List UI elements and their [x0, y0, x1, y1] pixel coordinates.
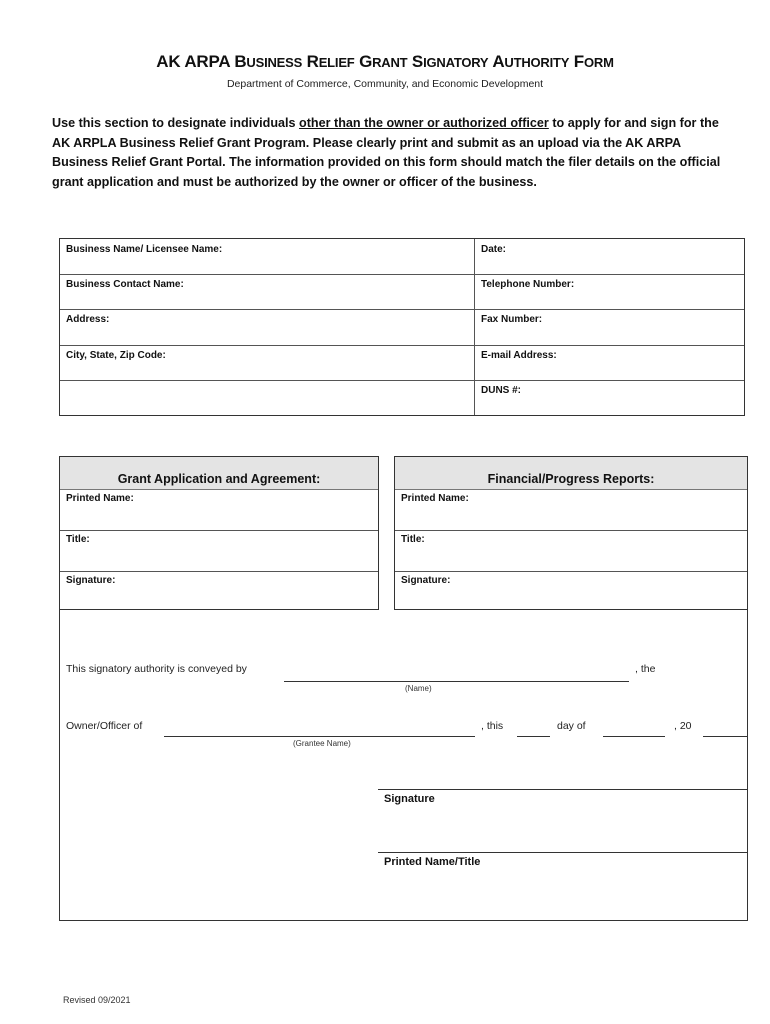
table-row: [60, 530, 378, 572]
conveyed-by-text: This signatory authority is conveyed by: [66, 663, 247, 675]
printed-name-title-line[interactable]: [378, 852, 748, 853]
fax-field[interactable]: Fax Number:: [481, 314, 543, 325]
form-title: AK ARPA BUSINESS RELIEF GRANT SIGNATORY AUTHORITY FORM: [156, 52, 614, 71]
the-text: , the: [635, 663, 656, 675]
business-name-field[interactable]: Business Name/ Licensee Name:: [66, 244, 223, 255]
form-subtitle: Department of Commerce, Community, and Economic Development: [226, 78, 544, 90]
table-row: [395, 530, 747, 572]
business-contact-field[interactable]: Business Contact Name:: [66, 279, 184, 290]
intro-paragraph: Use this section to designate individuals other than the owner or authorized officer to apply for and sign for the AK ARPLA Business Relief Grant Program. Please clearly print and submit as an upload via the AK ARPA Business Relief Grant Portal. The information provided on this form should match the filer details on the official grant application and must be authorized by the owner or officer of the business.: [52, 116, 721, 189]
financial-reports-panel: [394, 456, 748, 610]
column-divider: [474, 239, 475, 415]
printed-name-title-label: Printed Name/Title: [384, 856, 481, 868]
grant-signature-field[interactable]: Signature:: [66, 575, 116, 586]
panel-header: [60, 457, 378, 490]
city-state-zip-field[interactable]: City, State, Zip Code:: [66, 350, 166, 361]
telephone-field[interactable]: Telephone Number:: [481, 279, 575, 290]
grantee-input-line[interactable]: [164, 736, 475, 737]
signature-line[interactable]: [378, 789, 748, 790]
grant-application-panel: [59, 456, 379, 610]
duns-field[interactable]: DUNS #:: [481, 385, 522, 396]
name-input-line[interactable]: [284, 681, 629, 682]
date-field[interactable]: Date:: [481, 244, 507, 255]
email-field[interactable]: E-mail Address:: [481, 350, 557, 361]
grant-printed-name-field[interactable]: Printed Name:: [66, 493, 134, 504]
this-text: , this: [481, 720, 504, 732]
year-prefix-text: , 20: [674, 720, 692, 732]
name-caption: (Name): [405, 684, 432, 693]
grantee-caption: (Grantee Name): [293, 739, 351, 748]
authority-section: [59, 610, 748, 921]
day-of-text: day of: [557, 720, 586, 732]
panel-header: [395, 457, 747, 490]
reports-title-field[interactable]: Title:: [401, 534, 425, 545]
year-input-line[interactable]: [703, 736, 748, 737]
table-row: [60, 309, 744, 346]
month-input-line[interactable]: [603, 736, 665, 737]
panel-title: Financial/Progress Reports:: [487, 472, 655, 486]
owner-officer-text: Owner/Officer of: [66, 720, 143, 732]
grant-title-field[interactable]: Title:: [66, 534, 90, 545]
business-info-table: [59, 238, 745, 416]
panel-title: Grant Application and Agreement:: [117, 472, 321, 486]
reports-signature-field[interactable]: Signature:: [401, 575, 451, 586]
day-input-line[interactable]: [517, 736, 550, 737]
address-field[interactable]: Address:: [66, 314, 110, 325]
reports-printed-name-field[interactable]: Printed Name:: [401, 493, 469, 504]
signature-label: Signature: [384, 793, 435, 805]
revised-date: Revised 09/2021: [63, 995, 131, 1005]
